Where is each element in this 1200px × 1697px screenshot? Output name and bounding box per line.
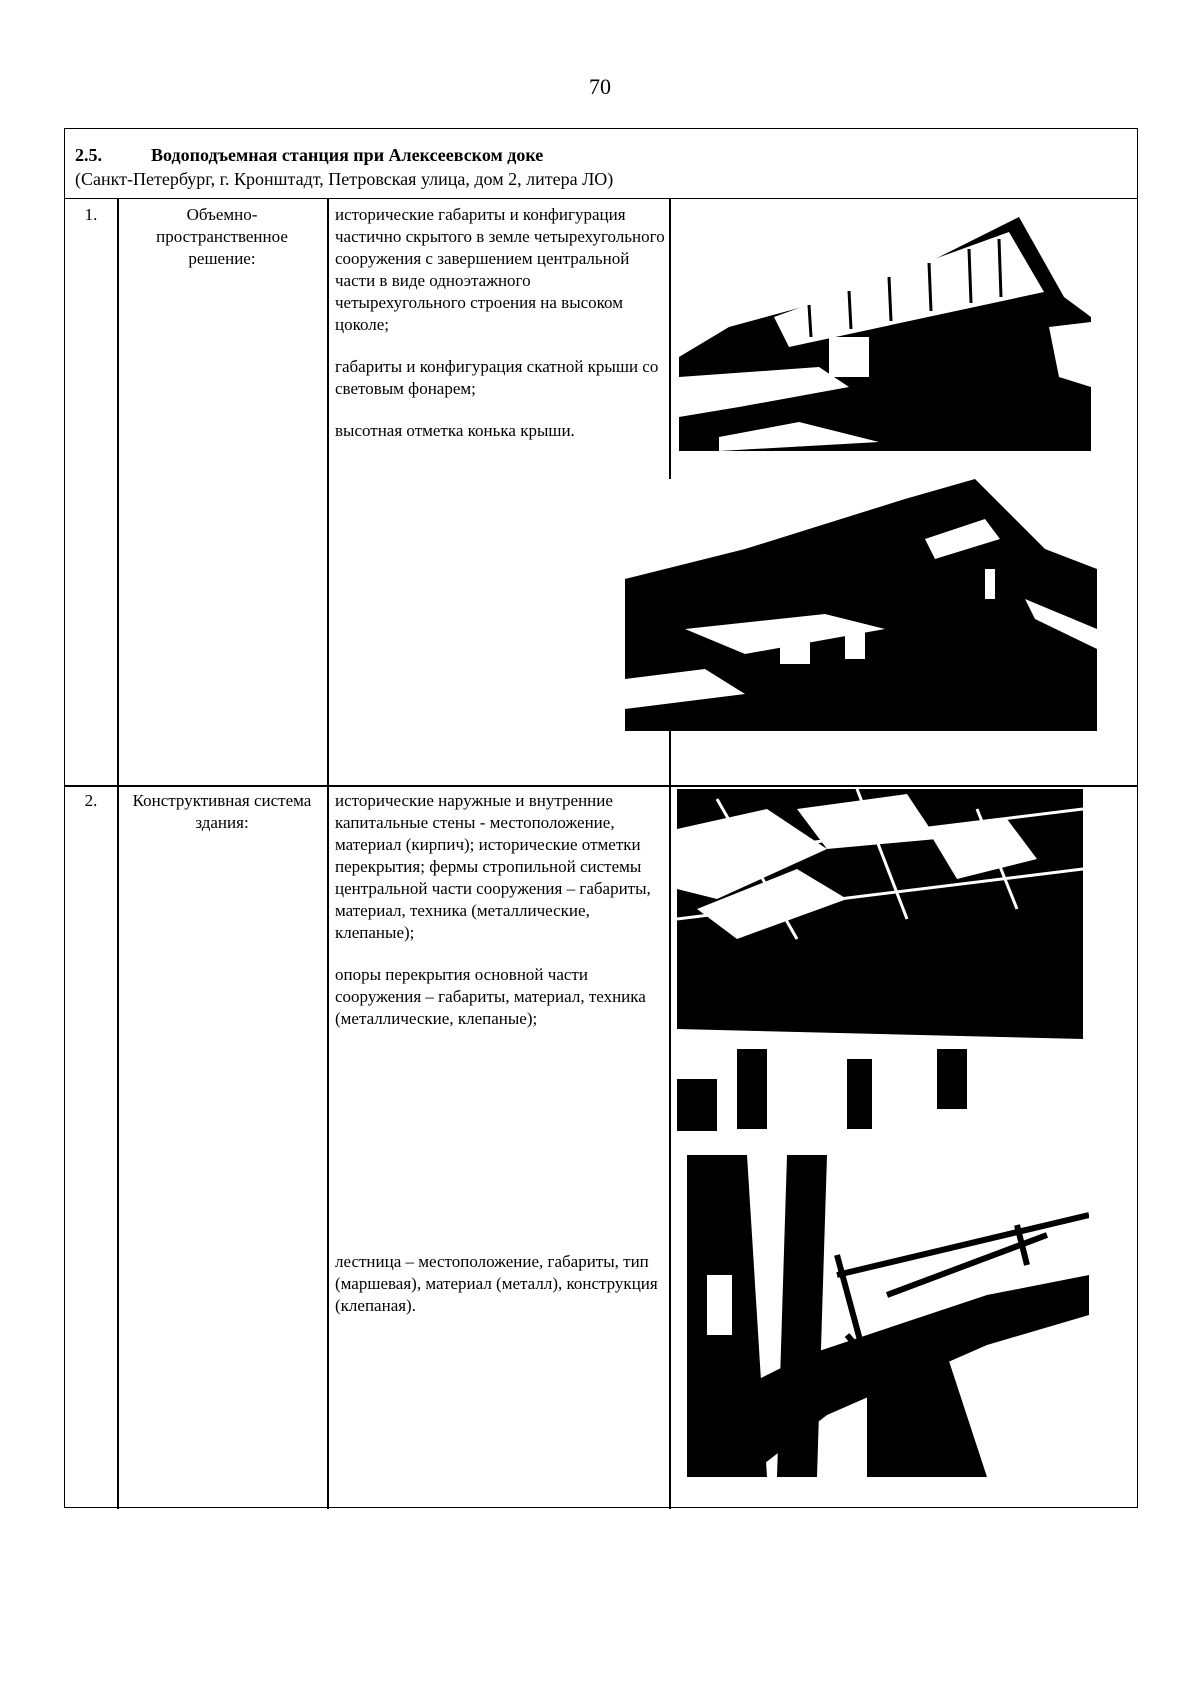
roof-trusses-photo bbox=[677, 789, 1083, 1131]
description-paragraph: лестница – местоположение, габариты, тип (маршевая), материал (металл), конструкция (клепаная). bbox=[335, 1252, 658, 1315]
metal-staircase-photo bbox=[687, 1155, 1089, 1477]
row-description bbox=[335, 790, 665, 1050]
section-title-line bbox=[75, 143, 1137, 167]
heritage-table bbox=[64, 128, 1138, 1508]
row-number: 2. bbox=[84, 791, 98, 810]
row-label: Конструктивная система здания: bbox=[132, 791, 312, 832]
column-divider bbox=[117, 199, 119, 1509]
row-label: Объемно-пространственное решение: bbox=[156, 205, 288, 268]
description-paragraph: опоры перекрытия основной части сооружения – габариты, материал, техника (металлические, клепаные); bbox=[335, 965, 646, 1028]
section-title: Водоподъемная станция при Алексеевском доке bbox=[151, 145, 544, 165]
description-paragraph: высотная отметка конька крыши. bbox=[335, 421, 575, 440]
description-paragraph: исторические наружные и внутренние капитальные стены - местоположение, материал (кирпич); исторические отметки перекрытия; фермы стропильной системы центральной части сооружения – габариты, материал, техника (металлические, клепаные); bbox=[335, 791, 651, 942]
row-description-stairs bbox=[335, 1251, 665, 1337]
section-address: (Санкт-Петербург, г. Кронштадт, Петровская улица, дом 2, литера ЛО) bbox=[75, 169, 614, 189]
page-number: 70 bbox=[589, 74, 611, 99]
section-header bbox=[65, 129, 1137, 199]
building-roof-photo bbox=[625, 479, 1097, 731]
building-exterior-photo bbox=[679, 207, 1091, 451]
row-divider bbox=[65, 785, 1137, 787]
section-number: 2.5. bbox=[75, 145, 102, 165]
column-divider bbox=[327, 199, 329, 1509]
description-paragraph: исторические габариты и конфигурация частично скрытого в земле четырехугольного сооружения с завершением центральной части в виде одноэтажного четырехугольного строения на высоком цоколе; bbox=[335, 205, 665, 334]
row-number: 1. bbox=[84, 205, 98, 224]
row-description bbox=[335, 204, 665, 462]
column-divider bbox=[669, 199, 671, 1509]
description-paragraph: габариты и конфигурация скатной крыши со световым фонарем; bbox=[335, 357, 659, 398]
